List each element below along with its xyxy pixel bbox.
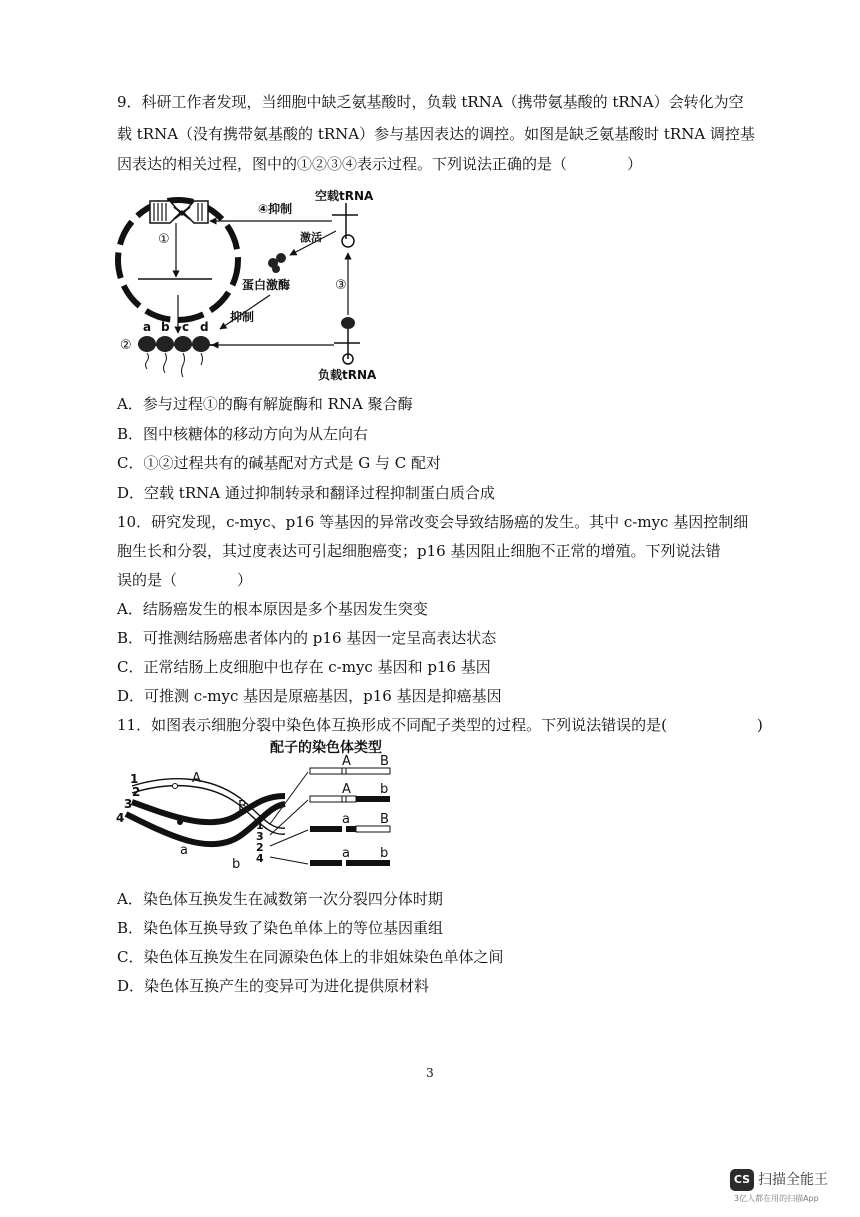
q9-stem-line-1: 9．科研工作者发现，当细胞中缺乏氨基酸时，负载 tRNA（携带氨基酸的 tRNA）会转化为空 (117, 93, 744, 111)
protein-kinase-icon (268, 253, 286, 273)
ribosome-a (138, 336, 156, 352)
q10-option-d[interactable]: D．可推测 c-myc 基因是原癌基因，p16 基因是抑癌基因 (117, 687, 502, 705)
chromatid-number-3: 3 (124, 797, 133, 811)
gamete-1-gene-1: A (342, 754, 351, 769)
ribosome-label-a: a (143, 320, 152, 334)
gamete-1-gene-2: B (380, 754, 389, 769)
loaded-trna-label: 负载tRNA (318, 368, 377, 382)
empty-trna-label: 空载tRNA (315, 189, 374, 203)
gene-label-B: B (238, 799, 247, 814)
process-1-label: ① (158, 232, 170, 247)
q10-option-a[interactable]: A．结肠癌发生的根本原因是多个基因发生突变 (117, 600, 428, 618)
chromatid-number-1: 1 (130, 772, 139, 786)
q10-stem-line-1: 10．研究发现，c-myc、p16 等基因的异常改变会导致结肠癌的发生。其中 c-myc 基因控制细 (117, 513, 749, 531)
page-number: 3 (426, 1066, 434, 1080)
ribosome-label-d: d (200, 320, 209, 334)
loaded-trna-icon (334, 317, 360, 364)
gene-label-A: A (192, 771, 201, 786)
camscanner-logo-icon: CS (730, 1169, 754, 1191)
ribosome-label-b: b (161, 320, 170, 334)
q10-stem-line-3: 误的是（ ） (117, 571, 253, 589)
process-2-label: ② (120, 338, 132, 353)
watermark-tagline: 3亿人都在用的扫描App (734, 1194, 819, 1203)
q11-option-b[interactable]: B．染色体互换导致了染色单体上的等位基因重组 (117, 919, 444, 937)
scanner-watermark (730, 1167, 840, 1207)
gamete-4-gene-1: a (342, 846, 350, 861)
empty-trna-icon (332, 203, 358, 247)
ribosome-b (156, 336, 174, 352)
chromatid-number-2: 2 (132, 785, 141, 799)
dna-icon (150, 201, 208, 223)
process-3-label: ③ (335, 278, 347, 293)
q10-option-c[interactable]: C．正常结肠上皮细胞中也存在 c-myc 基因和 p16 基因 (117, 658, 491, 676)
gene-label-a: a (180, 843, 188, 858)
q9-figure (110, 183, 400, 388)
gamete-4-gene-2: b (380, 846, 389, 861)
q9-option-a[interactable]: A．参与过程①的酶有解旋酶和 RNA 聚合酶 (117, 395, 413, 413)
q9-stem-line-2: 载 tRNA（没有携带氨基酸的 tRNA）参与基因表达的调控。如图是缺乏氨基酸时 tRNA 调控基 (117, 125, 755, 143)
ribosome-c (174, 336, 192, 352)
gene-label-b: b (232, 857, 241, 872)
gamete-3-gene-1: a (342, 812, 350, 827)
q10-stem-line-2: 胞生长和分裂，其过度表达可引起细胞癌变；p16 基因阻止细胞不正常的增殖。下列说法错 (117, 542, 721, 560)
q11-option-a[interactable]: A．染色体互换发生在减数第一次分裂四分体时期 (117, 890, 443, 908)
right-number-4: 4 (256, 852, 264, 865)
q10-option-b[interactable]: B．可推测结肠癌患者体内的 p16 基因一定呈高表达状态 (117, 629, 497, 647)
q11-stem-line-1: 11．如图表示细胞分裂中染色体互换形成不同配子类型的过程。下列说法错误的是( ) (117, 716, 763, 734)
q11-option-c[interactable]: C．染色体互换发生在同源染色体上的非姐妹染色单体之间 (117, 948, 504, 966)
q9-option-c[interactable]: C．①②过程共有的碱基配对方式是 G 与 C 配对 (117, 454, 442, 472)
chromatid-number-4: 4 (116, 811, 125, 825)
inhibit-4-label: ④抑制 (258, 202, 293, 216)
ribosomes (138, 336, 210, 377)
gamete-types-title: 配子的染色体类型 (270, 740, 382, 756)
gamete-ab (310, 860, 390, 866)
q9-option-d[interactable]: D．空载 tRNA 通过抑制转录和翻译过程抑制蛋白质合成 (117, 484, 495, 502)
q9-option-b[interactable]: B．图中核糖体的移动方向为从左向右 (117, 425, 369, 443)
gamete-aB (310, 826, 390, 832)
q11-figure (110, 736, 400, 876)
right-number-1: 1 (256, 819, 264, 832)
watermark-app-name: 扫描全能王 (758, 1172, 828, 1188)
right-number-3: 3 (256, 830, 264, 843)
ribosome-label-c: c (182, 320, 190, 334)
gamete-2-gene-1: A (342, 782, 351, 797)
right-number-2: 2 (256, 841, 264, 854)
protein-kinase-label: 蛋白激酶 (242, 278, 291, 292)
gamete-3-gene-2: B (380, 812, 389, 827)
q9-stem-line-3: 因表达的相关过程，图中的①②③④表示过程。下列说法正确的是（ ） (117, 155, 643, 173)
activate-label: 激活 (300, 231, 322, 244)
inhibit-label: 抑制 (230, 310, 255, 324)
ribosome-d (192, 336, 210, 352)
gamete-2-gene-2: b (380, 782, 389, 797)
q11-option-d[interactable]: D．染色体互换产生的变异可为进化提供原材料 (117, 977, 430, 995)
